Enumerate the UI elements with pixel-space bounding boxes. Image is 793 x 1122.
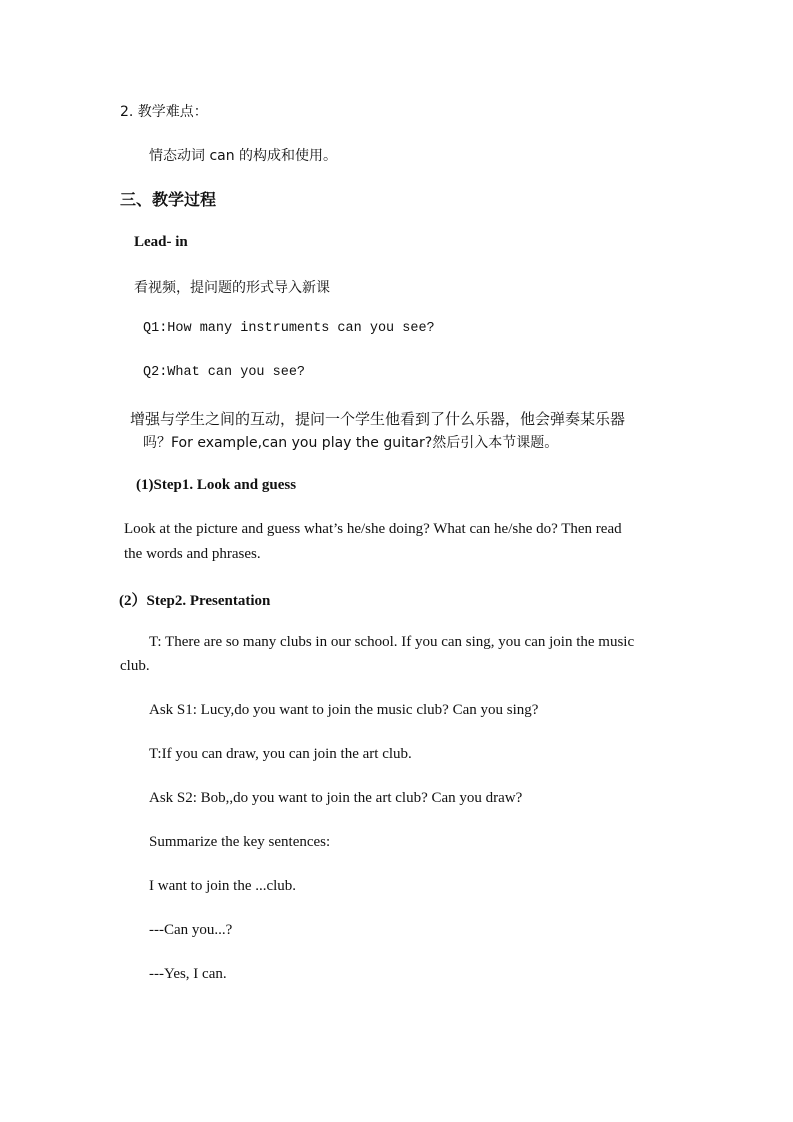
leadin-interaction-line-2: 吗？For example,can you play the guitar?然后引入本节课题。	[143, 435, 559, 451]
step2-ask-student-1: Ask S1: Lucy,do you want to join the music club? Can you sing?	[149, 702, 539, 718]
leadin-intro: 看视频，提问题的形式导入新课	[134, 280, 330, 296]
step2-summary-label: Summarize the key sentences:	[149, 834, 331, 850]
step2-teacher-art-club: T:If you can draw, you can join the art club.	[149, 746, 412, 762]
step2-key-sentence-3: ---Yes, I can.	[149, 966, 227, 982]
leadin-question-2: Q2:What can you see?	[143, 365, 306, 380]
leadin-interaction-line-1: 增强与学生之间的互动，提问一个学生他看到了什么乐器，他会弹奏某乐器	[130, 410, 626, 428]
step1-text-line-1: Look at the picture and guess what’s he/she doing? What can he/she do? Then read	[124, 521, 622, 537]
step2-teacher-line-1: T: There are so many clubs in our school. If you can sing, you can join the music	[149, 634, 635, 650]
step1-title: (1)Step1. Look and guess	[136, 477, 297, 493]
step1-text-line-2: the words and phrases.	[124, 546, 261, 562]
section-title-teaching-process: 三、教学过程	[120, 190, 217, 209]
step2-key-sentence-2: ---Can you...?	[149, 922, 233, 938]
difficulty-content: 情态动词 can 的构成和使用。	[149, 148, 338, 164]
step2-key-sentence-1: I want to join the ...club.	[149, 878, 297, 894]
leadin-title: Lead- in	[134, 234, 188, 250]
step2-ask-student-2: Ask S2: Bob,,do you want to join the art club? Can you draw?	[149, 790, 523, 806]
leadin-question-1: Q1:How many instruments can you see?	[143, 321, 435, 336]
step2-teacher-line-2: club.	[120, 658, 150, 674]
step2-title: (2）Step2. Presentation	[119, 593, 271, 609]
difficulty-label: 2. 教学难点：	[120, 104, 208, 120]
